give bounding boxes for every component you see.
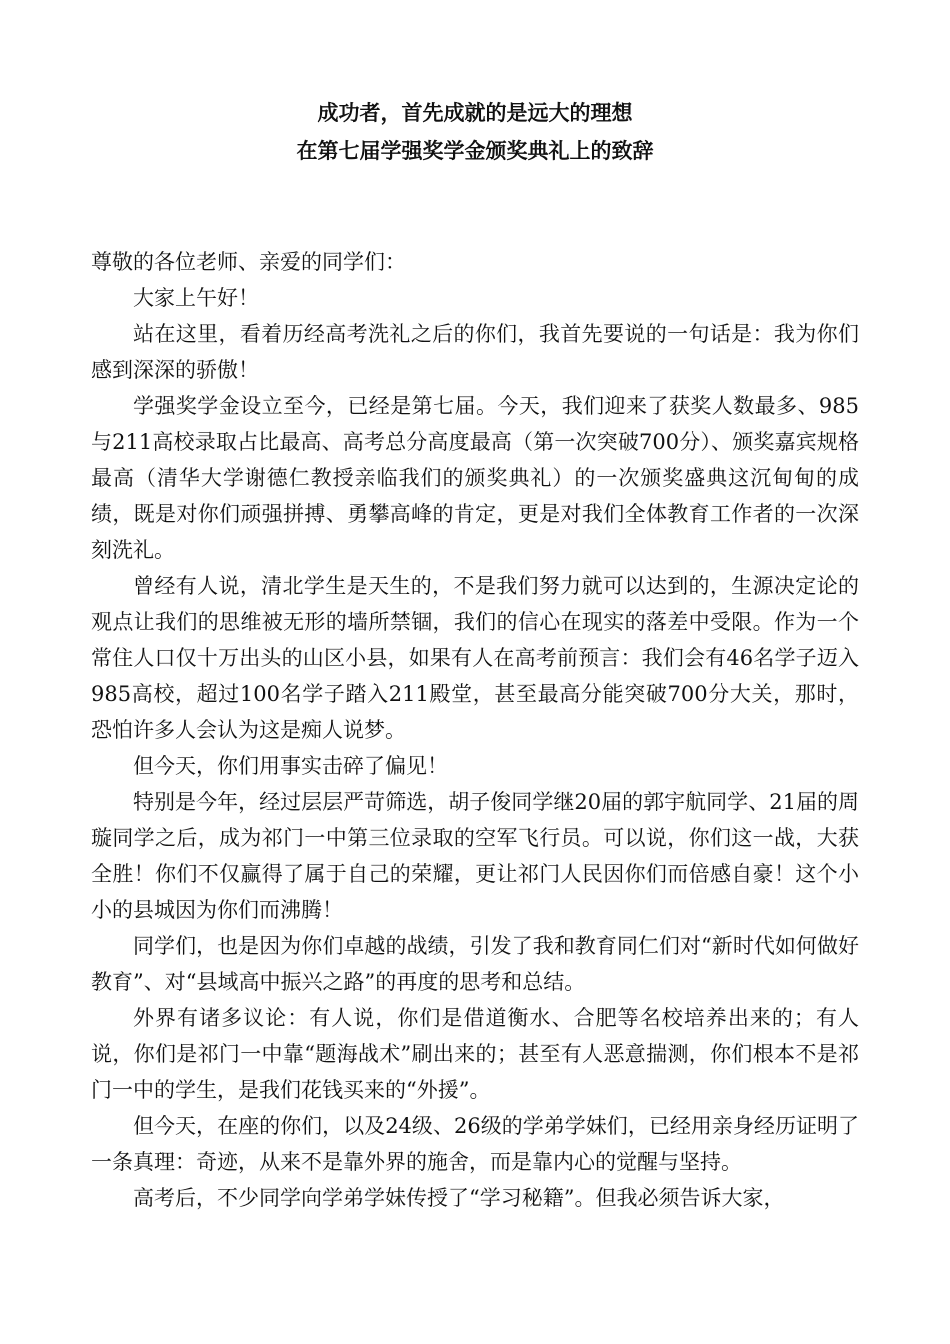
salutation: 尊敬的各位老师、亲爱的同学们： [91, 250, 406, 274]
speech-body [91, 244, 859, 1216]
paragraph: 学强奖学金设立至今，已经是第七届。今天，我们迎来了获奖人数最多、985与211高校录取占比最高、高考总分高度最高（第一次突破700分）、颁奖嘉宾规格最高（清华大学谢德仁教授亲临我们的颁奖典礼）的一次颁奖盛典这沉甸甸的成绩，既是对你们顽强拼搏、勇攀高峰的肯定，更是对我们全体教育工作者的一次深刻洗礼。 [91, 394, 859, 562]
paragraph: 站在这里，看着历经高考洗礼之后的你们，我首先要说的一句话是：我为你们感到深深的骄傲！ [91, 322, 859, 382]
paragraph: 但今天，你们用事实击碎了偏见！ [133, 754, 448, 778]
paragraph: 外界有诸多议论：有人说，你们是借道衡水、合肥等名校培养出来的；有人说，你们是祁门一中靠“题海战术”刷出来的；甚至有人恶意揣测，你们根本不是祁门一中的学生，是我们花钱买来的“外援”。 [91, 1006, 859, 1102]
document-subtitle: 在第七届学强奖学金颁奖典礼上的致辞 [296, 138, 654, 163]
paragraph: 高考后，不少同学向学弟学妹传授了“学习秘籍”。但我必须告诉大家， [133, 1186, 785, 1210]
paragraph: 但今天，在座的你们，以及24级、26级的学弟学妹们，已经用亲身经历证明了一条真理：奇迹，从来不是靠外界的施舍，而是靠内心的觉醒与坚持。 [91, 1114, 859, 1174]
paragraph: 曾经有人说，清北学生是天生的，不是我们努力就可以达到的，生源决定论的观点让我们的思维被无形的墙所禁锢，我们的信心在现实的落差中受限。作为一个常住人口仅十万出头的山区小县，如果有人在高考前预言：我们会有46名学子迈入985高校，超过100名学子踏入211殿堂，甚至最高分能突破700分大关，那时，恐怕许多人会认为这是痴人说梦。 [91, 574, 859, 742]
paragraph-greeting: 大家上午好！ [133, 286, 259, 310]
paragraph: 同学们，也是因为你们卓越的战绩，引发了我和教育同仁们对“新时代如何做好教育”、对“县域高中振兴之路”的再度的思考和总结。 [91, 934, 859, 994]
document-title: 成功者，首先成就的是远大的理想 [317, 100, 633, 125]
paragraph: 特别是今年，经过层层严苛筛选，胡子俊同学继20届的郭宇航同学、21届的周璇同学之后，成为祁门一中第三位录取的空军飞行员。可以说，你们这一战，大获全胜！你们不仅赢得了属于自己的荣耀，更让祁门人民因你们而倍感自豪！这个小小的县城因为你们而沸腾！ [91, 790, 859, 922]
